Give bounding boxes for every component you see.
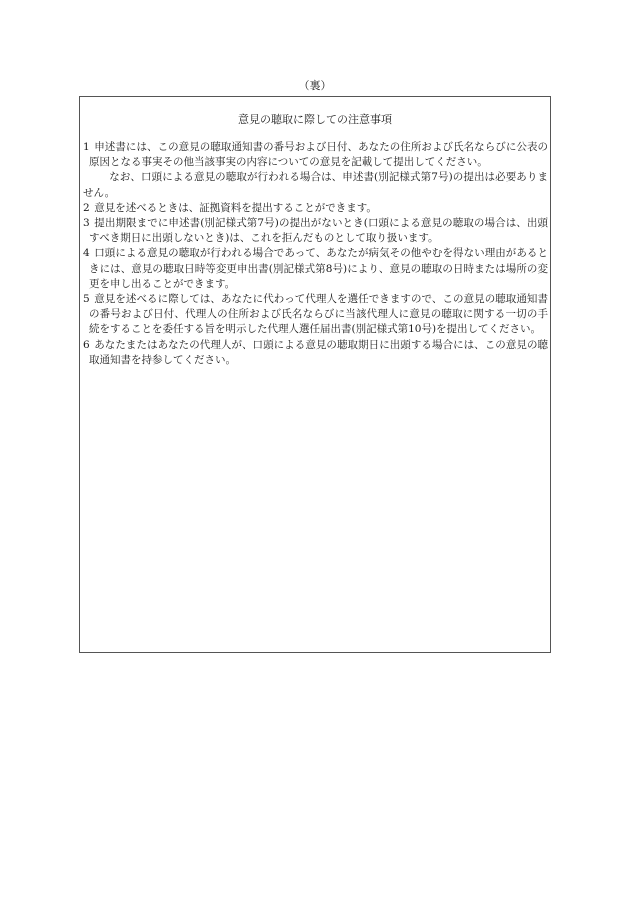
page-side-label: （裏） <box>298 79 332 92</box>
item-number: 3 <box>83 217 90 230</box>
notice-item-1 <box>83 140 548 201</box>
notice-item-2 <box>83 201 548 216</box>
item-text: 申述書には、この意見の聴取通知書の番号および日付、あなたの住所および氏名ならびに公表の原因となる事実その他当該事実の内容についての意見を記載して提出してください。 <box>89 141 548 169</box>
item-number: 1 <box>83 141 90 153</box>
item-number: 6 <box>83 338 90 351</box>
notice-item-3 <box>83 216 548 246</box>
item-text: 意見を述べるときは、証拠資料を提出することができます。 <box>94 201 377 214</box>
notice-item-5 <box>83 292 548 338</box>
notice-list <box>83 140 548 368</box>
item-number: 5 <box>83 293 90 306</box>
item-text: あなたまたはあなたの代理人が、口頭による意見の聴取期日に出頭する場合には、この意見の聴取通知書を持参してください。 <box>89 338 548 366</box>
notice-item-4 <box>83 246 548 292</box>
notice-title: 意見の聴取に際しての注意事項 <box>238 113 392 126</box>
item-continuation: なお、口頭による意見の聴取が行われる場合は、申述書(別記様式第7号)の提出は必要ありません。 <box>83 171 548 199</box>
item-number: 4 <box>83 247 90 260</box>
item-text: 口頭による意見の聴取が行われる場合であって、あなたが病気その他やむを得ない理由があるときには、意見の聴取日時等変更申出書(別記様式第8号)により、意見の聴取の日時または場所の変更を申し出ることができます。 <box>89 247 548 290</box>
item-text: 提出期限までに申述書(別記様式第7号)の提出がないとき(口頭による意見の聴取の場合は、出頭すべき期日に出頭しないとき)は、これを拒んだものとして取り扱います。 <box>89 217 548 245</box>
item-text: 意見を述べるに際しては、あなたに代わって代理人を選任できますので、この意見の聴取通知書の番号および日付、代理人の住所および氏名ならびに当該代理人に意見の聴取に関する一切の手続をすることを委任する旨を明示した代理人選任届出書(別記様式第10号)を提出してください。 <box>89 293 548 336</box>
item-number: 2 <box>83 201 90 214</box>
notice-box <box>79 96 551 653</box>
notice-item-6 <box>83 338 548 368</box>
